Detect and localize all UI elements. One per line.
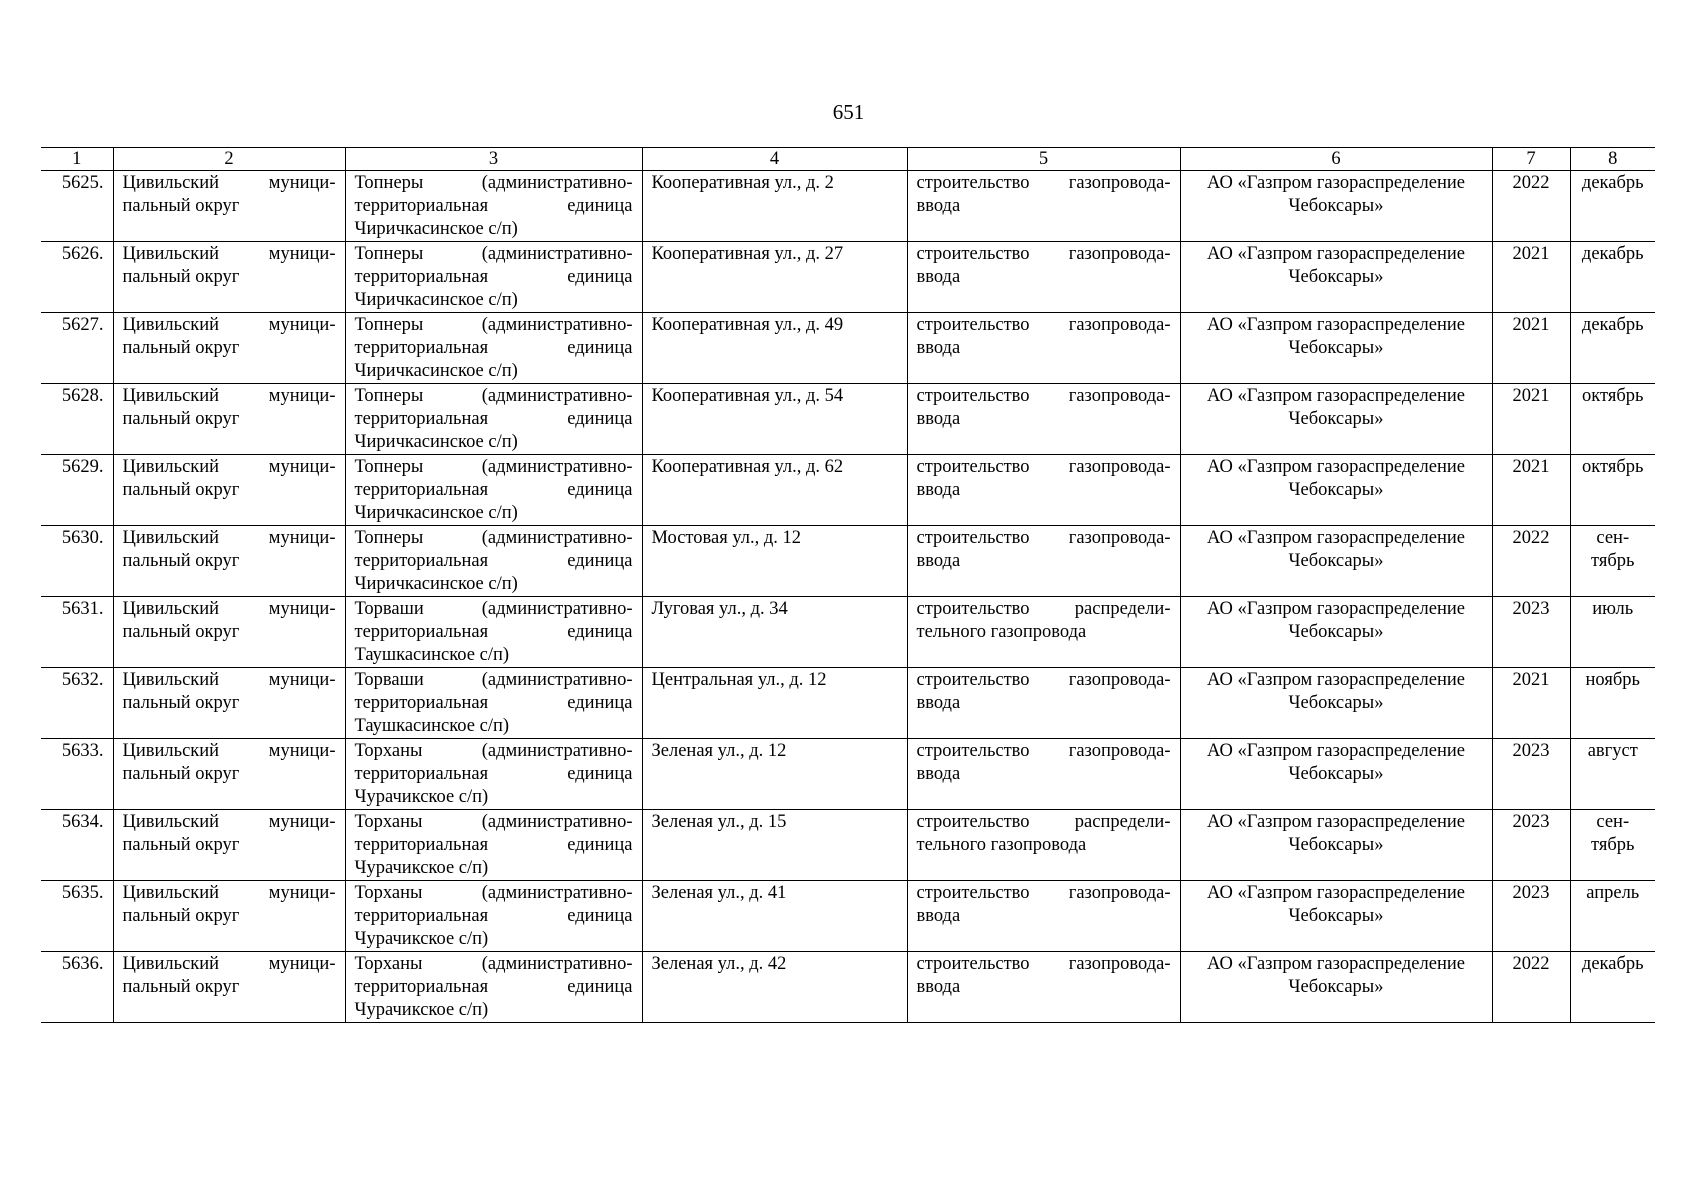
table-row [41, 242, 1655, 313]
cell-month: декабрь [1570, 171, 1655, 242]
gasification-table [41, 147, 1655, 1023]
column-header: 7 [1492, 148, 1570, 171]
cell-district: Цивильский муници-пальный округ [113, 455, 345, 526]
cell-settlement: Торваши (административно-территориальная единица Таушкасинское с/п) [345, 668, 642, 739]
cell-settlement: Торханы (административно-территориальная единица Чурачикское с/п) [345, 881, 642, 952]
cell-settlement: Торханы (административно-территориальная единица Чурачикское с/п) [345, 739, 642, 810]
cell-district: Цивильский муници-пальный округ [113, 810, 345, 881]
table-row [41, 313, 1655, 384]
cell-address: Центральная ул., д. 12 [642, 668, 907, 739]
cell-organization: АО «Газпром газораспределение Чебоксары» [1180, 952, 1492, 1023]
cell-address: Зеленая ул., д. 41 [642, 881, 907, 952]
cell-work-type: строительство распредели-тельного газопровода [907, 810, 1180, 881]
cell-organization: АО «Газпром газораспределение Чебоксары» [1180, 171, 1492, 242]
table-row [41, 668, 1655, 739]
cell-settlement: Топнеры (административно-территориальная единица Чиричкасинское с/п) [345, 526, 642, 597]
cell-district: Цивильский муници-пальный округ [113, 881, 345, 952]
table-row [41, 171, 1655, 242]
cell-year: 2021 [1492, 455, 1570, 526]
column-header: 6 [1180, 148, 1492, 171]
cell-settlement: Торханы (административно-территориальная единица Чурачикское с/п) [345, 952, 642, 1023]
cell-year: 2021 [1492, 668, 1570, 739]
cell-work-type: строительство газопровода-ввода [907, 739, 1180, 810]
cell-address: Кооперативная ул., д. 49 [642, 313, 907, 384]
cell-address: Зеленая ул., д. 15 [642, 810, 907, 881]
cell-month: июль [1570, 597, 1655, 668]
cell-address: Кооперативная ул., д. 2 [642, 171, 907, 242]
cell-settlement: Топнеры (административно-территориальная единица Чиричкасинское с/п) [345, 455, 642, 526]
cell-address: Зеленая ул., д. 12 [642, 739, 907, 810]
cell-organization: АО «Газпром газораспределение Чебоксары» [1180, 881, 1492, 952]
table-row [41, 597, 1655, 668]
cell-organization: АО «Газпром газораспределение Чебоксары» [1180, 597, 1492, 668]
cell-district: Цивильский муници-пальный округ [113, 526, 345, 597]
column-header: 1 [41, 148, 113, 171]
cell-year: 2022 [1492, 526, 1570, 597]
cell-settlement: Топнеры (административно-территориальная единица Чиричкасинское с/п) [345, 242, 642, 313]
cell-district: Цивильский муници-пальный округ [113, 313, 345, 384]
cell-month: апрель [1570, 881, 1655, 952]
cell-work-type: строительство газопровода-ввода [907, 171, 1180, 242]
table-row [41, 739, 1655, 810]
column-header: 4 [642, 148, 907, 171]
cell-address: Кооперативная ул., д. 54 [642, 384, 907, 455]
cell-district: Цивильский муници-пальный округ [113, 597, 345, 668]
cell-year: 2023 [1492, 881, 1570, 952]
column-header: 8 [1570, 148, 1655, 171]
cell-district: Цивильский муници-пальный округ [113, 384, 345, 455]
cell-address: Кооперативная ул., д. 27 [642, 242, 907, 313]
cell-settlement: Топнеры (административно-территориальная единица Чиричкасинское с/п) [345, 313, 642, 384]
cell-organization: АО «Газпром газораспределение Чебоксары» [1180, 526, 1492, 597]
table-header-row [41, 148, 1655, 171]
cell-row-number: 5629. [41, 455, 113, 526]
cell-row-number: 5625. [41, 171, 113, 242]
cell-address: Луговая ул., д. 34 [642, 597, 907, 668]
cell-month: октябрь [1570, 455, 1655, 526]
cell-settlement: Топнеры (административно-территориальная единица Чиричкасинское с/п) [345, 384, 642, 455]
cell-address: Кооперативная ул., д. 62 [642, 455, 907, 526]
table-row [41, 810, 1655, 881]
cell-month: декабрь [1570, 242, 1655, 313]
cell-organization: АО «Газпром газораспределение Чебоксары» [1180, 810, 1492, 881]
cell-year: 2022 [1492, 952, 1570, 1023]
cell-organization: АО «Газпром газораспределение Чебоксары» [1180, 455, 1492, 526]
cell-row-number: 5630. [41, 526, 113, 597]
cell-work-type: строительство газопровода-ввода [907, 242, 1180, 313]
column-header: 2 [113, 148, 345, 171]
cell-year: 2023 [1492, 810, 1570, 881]
cell-district: Цивильский муници-пальный округ [113, 171, 345, 242]
cell-row-number: 5632. [41, 668, 113, 739]
cell-month: октябрь [1570, 384, 1655, 455]
page-number: 651 [832, 100, 865, 124]
table-row [41, 526, 1655, 597]
cell-row-number: 5633. [41, 739, 113, 810]
table-row [41, 384, 1655, 455]
cell-work-type: строительство распредели-тельного газопровода [907, 597, 1180, 668]
cell-month: сен-тябрь [1570, 526, 1655, 597]
column-header: 3 [345, 148, 642, 171]
cell-work-type: строительство газопровода-ввода [907, 384, 1180, 455]
cell-row-number: 5627. [41, 313, 113, 384]
cell-address: Мостовая ул., д. 12 [642, 526, 907, 597]
cell-year: 2022 [1492, 171, 1570, 242]
cell-work-type: строительство газопровода-ввода [907, 455, 1180, 526]
cell-work-type: строительство газопровода-ввода [907, 526, 1180, 597]
cell-month: декабрь [1570, 313, 1655, 384]
table-row [41, 455, 1655, 526]
cell-settlement: Торханы (административно-территориальная единица Чурачикское с/п) [345, 810, 642, 881]
cell-row-number: 5636. [41, 952, 113, 1023]
cell-month: декабрь [1570, 952, 1655, 1023]
cell-work-type: строительство газопровода-ввода [907, 313, 1180, 384]
cell-row-number: 5634. [41, 810, 113, 881]
cell-address: Зеленая ул., д. 42 [642, 952, 907, 1023]
table-row [41, 881, 1655, 952]
cell-district: Цивильский муници-пальный округ [113, 242, 345, 313]
column-header: 5 [907, 148, 1180, 171]
cell-row-number: 5631. [41, 597, 113, 668]
cell-settlement: Торваши (административно-территориальная единица Таушкасинское с/п) [345, 597, 642, 668]
cell-district: Цивильский муници-пальный округ [113, 739, 345, 810]
cell-organization: АО «Газпром газораспределение Чебоксары» [1180, 384, 1492, 455]
cell-organization: АО «Газпром газораспределение Чебоксары» [1180, 668, 1492, 739]
cell-row-number: 5628. [41, 384, 113, 455]
table-row [41, 952, 1655, 1023]
cell-organization: АО «Газпром газораспределение Чебоксары» [1180, 242, 1492, 313]
cell-month: ноябрь [1570, 668, 1655, 739]
cell-work-type: строительство газопровода-ввода [907, 881, 1180, 952]
cell-month: сен-тябрь [1570, 810, 1655, 881]
cell-year: 2021 [1492, 242, 1570, 313]
cell-settlement: Топнеры (административно-территориальная единица Чиричкасинское с/п) [345, 171, 642, 242]
cell-month: август [1570, 739, 1655, 810]
cell-work-type: строительство газопровода-ввода [907, 952, 1180, 1023]
cell-organization: АО «Газпром газораспределение Чебоксары» [1180, 739, 1492, 810]
cell-work-type: строительство газопровода-ввода [907, 668, 1180, 739]
cell-district: Цивильский муници-пальный округ [113, 668, 345, 739]
cell-organization: АО «Газпром газораспределение Чебоксары» [1180, 313, 1492, 384]
cell-year: 2023 [1492, 739, 1570, 810]
cell-year: 2021 [1492, 313, 1570, 384]
cell-row-number: 5635. [41, 881, 113, 952]
cell-year: 2023 [1492, 597, 1570, 668]
cell-year: 2021 [1492, 384, 1570, 455]
cell-district: Цивильский муници-пальный округ [113, 952, 345, 1023]
cell-row-number: 5626. [41, 242, 113, 313]
